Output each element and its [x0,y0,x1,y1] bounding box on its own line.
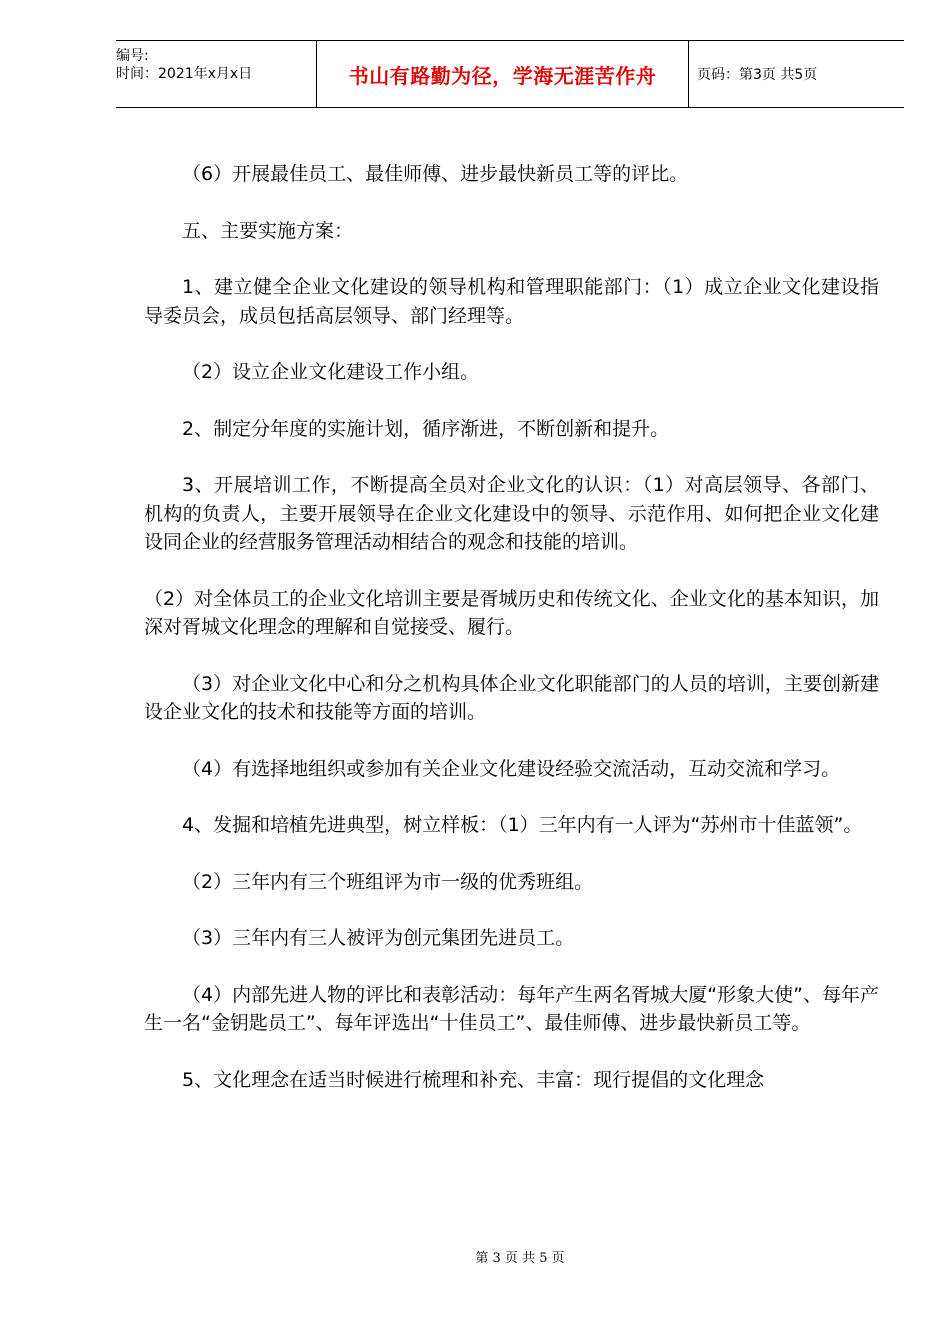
page-header [116,40,904,108]
section-heading: 五、主要实施方案： [182,219,354,242]
paragraph: （4）内部先进人物的评比和表彰活动：每年产生两名胥城大厦“形象大使”、每年产生一名“金钥匙员工”、每年评选出“十佳员工”、最佳师傅、进步最快新员工等。 [144,983,879,1034]
page-footer: 第 3 页 共 5 页 [475,1251,565,1266]
document-body [144,160,879,1094]
header-meta [116,41,316,107]
paragraph: （6）开展最佳员工、最佳师傅、进步最快新员工等的评比。 [182,163,689,185]
paragraph: 3、开展培训工作，不断提高全员对企业文化的认识：（1）对高层领导、各部门、机构的负责人，主要开展领导在企业文化建设中的领导、示范作用、如何把企业文化建设同企业的经营服务管理活动相结合的观念和技能的培训。 [144,474,879,553]
header-page-label: 页码：第3页 共5页 [697,67,818,83]
header-time-label: 时间：2021年x月x日 [116,66,253,82]
paragraph: 2、制定分年度的实施计划，循序渐进，不断创新和提升。 [182,417,670,440]
paragraph: （3）对企业文化中心和分之机构具体企业文化职能部门的人员的培训，主要创新建设企业文化的技术和技能等方面的培训。 [144,672,879,723]
paragraph: 5、文化理念在适当时候进行梳理和补充、丰富：现行提倡的文化理念 [182,1068,765,1091]
paragraph: （2）对全体员工的企业文化培训主要是胥城历史和传统文化、企业文化的基本知识，加深对胥城文化理念的理解和自觉接受、履行。 [144,587,879,638]
paragraph: 1、建立健全企业文化建设的领导机构和管理职能部门：（1）成立企业文化建设指导委员会，成员包括高层领导、部门经理等。 [144,276,879,327]
paragraph: （4）有选择地组织或参加有关企业文化建设经验交流活动，互动交流和学习。 [182,757,841,780]
paragraph: 4、发掘和培植先进典型，树立样板：（1）三年内有一人评为“苏州市十佳蓝领”。 [182,814,863,836]
paragraph: （2）设立企业文化建设工作小组。 [182,361,480,383]
paragraph: （3）三年内有三人被评为创元集团先进员工。 [182,927,575,949]
header-number-label: 编号: [116,48,149,64]
paragraph: （2）三年内有三个班组评为市一级的优秀班组。 [182,870,594,893]
header-motto: 书山有路勤为径，学海无涯苦作舟 [316,41,689,107]
